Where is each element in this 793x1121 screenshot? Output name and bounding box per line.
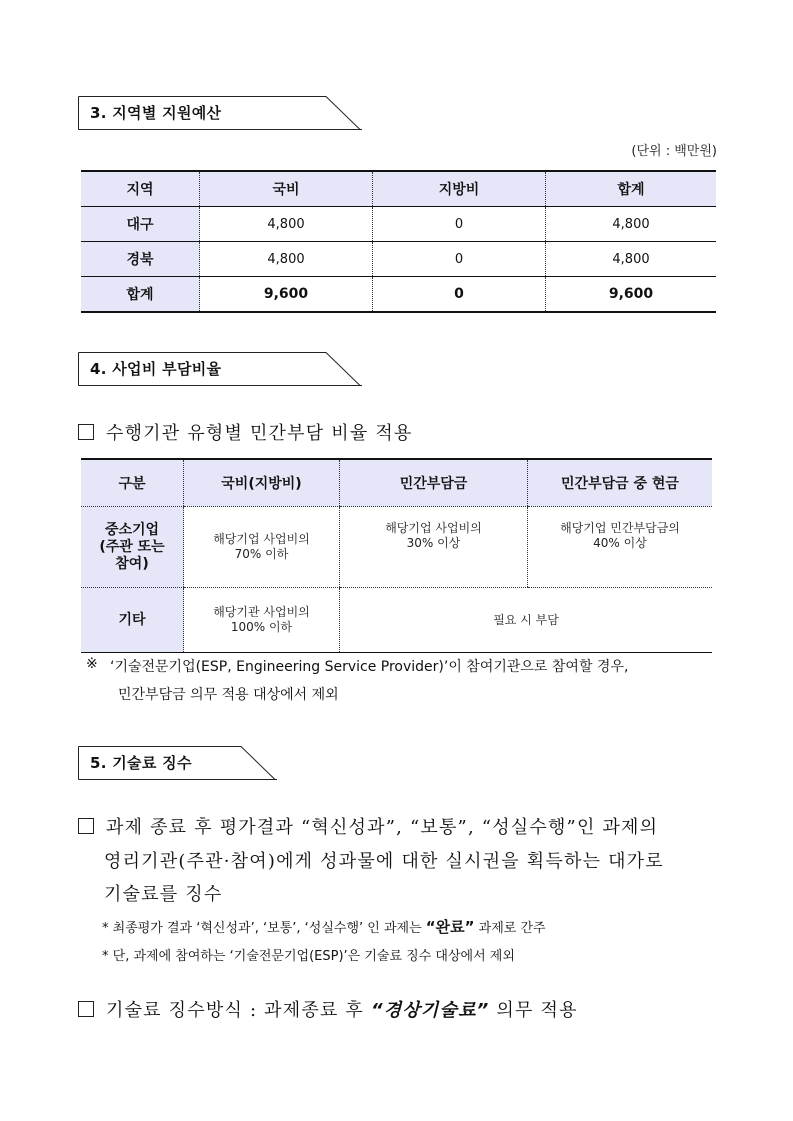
sub-note-text: 과제로 간주	[478, 921, 546, 936]
section4-header	[78, 352, 363, 386]
col-local: 지방비	[373, 171, 546, 207]
table-row	[81, 207, 716, 242]
sub-note-emphasis: “완료”	[425, 918, 475, 936]
section5-bullet-1	[78, 813, 658, 839]
cell-line: 100% 이하	[230, 620, 293, 634]
cell-national: 9,600	[200, 277, 373, 313]
row-label-line: 중소기업	[104, 521, 160, 538]
col-national: 국비(지방비)	[184, 459, 340, 507]
section3-header	[78, 96, 363, 130]
sub-note-1	[102, 916, 546, 937]
cell-local: 0	[373, 242, 546, 277]
table-row	[81, 242, 716, 277]
cell-national: 4,800	[200, 242, 373, 277]
cell-line: 30% 이상	[406, 536, 461, 550]
ratio-table	[81, 458, 712, 653]
cell-line: 70% 이하	[234, 547, 289, 561]
row-label: 기타	[81, 588, 184, 653]
checkbox-square-icon	[78, 818, 94, 834]
table-header-row	[81, 459, 712, 507]
bullet-text-line-3: 기술료를 징수	[104, 884, 223, 905]
sub-note-text: * 최종평가 결과 ‘혁신성과’, ‘보통’, ‘성실수행’ 인 과제는	[102, 921, 422, 936]
bullet-text-line-2: 영리기관(주관·참여)에게 성과물에 대한 실시권을 획득하는 대가로	[104, 851, 664, 872]
bullet-text: 의무 적용	[496, 1000, 578, 1021]
bullet-text: 수행기관 유형별 민간부담 비율 적용	[106, 423, 413, 444]
row-label	[81, 507, 184, 588]
cell-local: 0	[373, 277, 546, 313]
row-label: 대구	[81, 207, 200, 242]
section5-bullet-2	[78, 996, 578, 1022]
cell-total: 4,800	[546, 242, 717, 277]
section3-title: 3. 지역별 지원예산	[90, 104, 222, 122]
table-row-total	[81, 277, 716, 313]
table-row	[81, 507, 712, 588]
checkbox-square-icon	[78, 1001, 94, 1017]
bullet-emphasis: “경상기술료”	[370, 1000, 490, 1021]
cell-national	[184, 588, 340, 653]
cell-private-merged: 필요 시 부담	[340, 588, 713, 653]
note-mark: ※	[86, 656, 98, 672]
cell-private	[340, 507, 528, 588]
section5-title: 5. 기술료 징수	[90, 754, 192, 772]
section5-header	[78, 746, 278, 780]
cell-national: 4,800	[200, 207, 373, 242]
checkbox-square-icon	[78, 424, 94, 440]
col-cash: 민간부담금 중 현금	[528, 459, 713, 507]
note-line-1: ‘기술전문기업(ESP, Engineering Service Provider)’이 참여기관으로 참여할 경우,	[110, 659, 629, 675]
row-label: 경북	[81, 242, 200, 277]
cell-line: 해당기업 민간부담금의	[560, 521, 680, 535]
cell-total: 4,800	[546, 207, 717, 242]
unit-label: (단위 : 백만원)	[631, 144, 717, 159]
section4-bullet	[78, 419, 413, 445]
sub-note-2: * 단, 과제에 참여하는 ‘기술전문기업(ESP)’은 기술료 징수 대상에서 제외	[102, 949, 515, 964]
col-total: 합계	[546, 171, 717, 207]
col-region: 지역	[81, 171, 200, 207]
bullet-text: 과제 종료 후 평가결과 “혁신성과”, “보통”, “성실수행”인 과제의	[106, 817, 659, 838]
cell-total: 9,600	[546, 277, 717, 313]
table-row	[81, 588, 712, 653]
table-header-row	[81, 171, 716, 207]
row-label-line: 참여)	[115, 555, 149, 572]
row-label-line: (주관 또는	[99, 538, 165, 555]
cell-national	[184, 507, 340, 588]
col-category: 구분	[81, 459, 184, 507]
cell-local: 0	[373, 207, 546, 242]
bullet-text: 기술료 징수방식 : 과제종료 후	[106, 1000, 365, 1021]
note-line-2: 민간부담금 의무 적용 대상에서 제외	[118, 687, 339, 703]
col-private: 민간부담금	[340, 459, 528, 507]
cell-line: 해당기업 사업비의	[213, 532, 310, 546]
budget-table	[81, 170, 716, 313]
cell-cash	[528, 507, 713, 588]
cell-line: 40% 이상	[593, 536, 647, 550]
row-label: 합계	[81, 277, 200, 313]
section4-title: 4. 사업비 부담비율	[90, 360, 222, 378]
col-national: 국비	[200, 171, 373, 207]
cell-line: 해당기업 사업비의	[385, 521, 482, 535]
cell-line: 해당기관 사업비의	[213, 605, 310, 619]
